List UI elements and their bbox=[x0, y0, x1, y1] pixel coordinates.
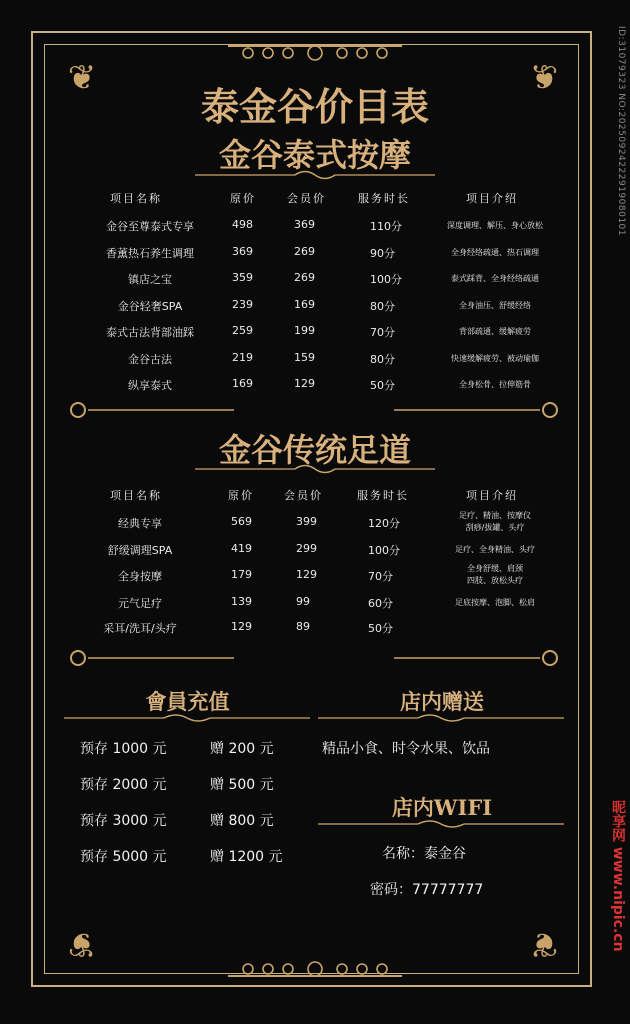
foot-price-cell: 419 bbox=[231, 542, 252, 555]
title-flourish-icon bbox=[195, 168, 435, 182]
massage-desc-cell: 全身松骨、拉伸筋骨 bbox=[459, 380, 531, 389]
foot-member-cell: 299 bbox=[296, 542, 317, 555]
massage-desc-cell: 深度调理、解压、身心放松 bbox=[447, 221, 543, 230]
foot-duration-cell: 70分 bbox=[368, 570, 393, 583]
massage-member-cell: 169 bbox=[294, 297, 315, 311]
section-underline-icon bbox=[318, 818, 564, 830]
foot-name-cell: 元气足疗 bbox=[118, 597, 162, 610]
massage-name-cell: 纵享泰式 bbox=[128, 379, 172, 392]
foot-desc-cell: 刮痧/拔罐、头疗 bbox=[465, 523, 525, 532]
col-header-name: 项目名称 bbox=[110, 489, 162, 502]
massage-price-cell: 239 bbox=[232, 297, 253, 311]
foot-price-cell: 139 bbox=[231, 595, 252, 608]
massage-price-cell: 498 bbox=[232, 218, 253, 231]
recharge-deposit: 预存 2000 元 bbox=[80, 777, 167, 793]
col-header-price: 原价 bbox=[228, 489, 254, 502]
wifi-title: 店内WIFI bbox=[391, 795, 493, 820]
massage-member-cell: 269 bbox=[294, 244, 315, 258]
massage-name-cell: 镇店之宝 bbox=[128, 273, 172, 286]
massage-price-cell: 169 bbox=[232, 377, 253, 390]
gift-title: 店内赠送 bbox=[400, 689, 484, 714]
col-header-duration: 服务时长 bbox=[357, 489, 409, 502]
recharge-gift: 赠 500 元 bbox=[210, 777, 274, 793]
foot-desc-cell: 四肢、放松头疗 bbox=[467, 576, 523, 585]
massage-member-cell: 369 bbox=[294, 218, 315, 231]
foot-duration-cell: 100分 bbox=[368, 544, 400, 557]
foot-duration-cell: 50分 bbox=[368, 622, 393, 635]
massage-price-cell: 369 bbox=[232, 244, 253, 258]
corner-ornament-icon: ❦ bbox=[529, 924, 559, 964]
massage-duration-cell: 90分 bbox=[370, 246, 395, 260]
col-header-price: 原价 bbox=[230, 192, 256, 205]
corner-ornament-icon: ❦ bbox=[67, 924, 97, 964]
section-underline-icon bbox=[318, 712, 564, 724]
massage-duration-cell: 80分 bbox=[370, 299, 395, 313]
section-foot-title: 金谷传统足道 bbox=[218, 431, 411, 469]
massage-duration-cell: 110分 bbox=[370, 220, 402, 233]
section-massage-title: 金谷泰式按摩 bbox=[218, 136, 411, 174]
corner-ornament-icon: ❦ bbox=[67, 58, 97, 98]
massage-desc-cell: 泰式踩背、全身经络疏通 bbox=[451, 274, 539, 283]
massage-name-cell: 泰式古法背部油踩 bbox=[106, 326, 194, 339]
massage-price-cell: 359 bbox=[232, 271, 253, 284]
massage-member-cell: 199 bbox=[294, 324, 315, 337]
divider-ornament-icon bbox=[64, 400, 564, 420]
foot-desc-cell: 足底按摩、泡脚、松肩 bbox=[455, 598, 535, 607]
foot-price-cell: 179 bbox=[231, 568, 252, 581]
foot-member-cell: 129 bbox=[296, 568, 317, 581]
bottom-crest-ornament-icon bbox=[228, 960, 402, 978]
foot-name-cell: 全身按摩 bbox=[118, 570, 162, 583]
foot-price-cell: 129 bbox=[231, 620, 252, 633]
massage-desc-cell: 快速缓解疲劳、被动瑜伽 bbox=[451, 353, 539, 363]
massage-member-cell: 269 bbox=[294, 271, 315, 284]
massage-name-cell: 金谷古法 bbox=[128, 352, 172, 366]
id-watermark: ID:31079323 NO:20250924222919080101 bbox=[616, 26, 626, 236]
foot-desc-cell: 足疗、全身精油、头疗 bbox=[455, 545, 535, 554]
recharge-deposit: 预存 1000 元 bbox=[80, 741, 167, 757]
massage-duration-cell: 50分 bbox=[370, 379, 395, 392]
foot-member-cell: 89 bbox=[296, 620, 310, 633]
massage-price-cell: 259 bbox=[232, 324, 253, 337]
divider-ornament-icon bbox=[64, 648, 564, 668]
col-header-duration: 服务时长 bbox=[358, 192, 410, 205]
massage-duration-cell: 100分 bbox=[370, 273, 402, 286]
corner-ornament-icon: ❦ bbox=[529, 58, 559, 98]
massage-member-cell: 159 bbox=[294, 350, 315, 364]
page-title: 泰金谷价目表 bbox=[200, 84, 429, 129]
col-header-name: 项目名称 bbox=[110, 192, 162, 205]
col-header-desc: 项目介绍 bbox=[466, 192, 518, 205]
section-underline-icon bbox=[64, 712, 310, 724]
wifi-password: 密码：77777777 bbox=[370, 882, 484, 898]
massage-name-cell: 香薰热石养生调理 bbox=[106, 246, 194, 260]
massage-desc-cell: 全身经络疏通、热石调理 bbox=[451, 247, 539, 257]
foot-name-cell: 舒缓调理SPA bbox=[107, 544, 173, 557]
col-header-desc: 项目介绍 bbox=[466, 489, 518, 502]
inner-frame bbox=[44, 44, 579, 974]
foot-duration-cell: 60分 bbox=[368, 597, 393, 610]
recharge-deposit: 预存 3000 元 bbox=[80, 813, 167, 829]
top-crest-ornament-icon bbox=[228, 44, 402, 62]
massage-duration-cell: 70分 bbox=[370, 326, 395, 339]
foot-member-cell: 399 bbox=[296, 515, 317, 528]
foot-desc-cell: 足疗、精油、按摩仪 bbox=[459, 511, 531, 520]
gift-text: 精品小食、时令水果、饮品 bbox=[322, 741, 490, 757]
massage-desc-cell: 背部疏通、缓解疲劳 bbox=[459, 327, 531, 336]
nipic-watermark: 昵享网 www.nipic.cn bbox=[610, 800, 626, 952]
foot-name-cell: 经典专享 bbox=[118, 517, 162, 530]
recharge-gift: 赠 1200 元 bbox=[210, 849, 283, 865]
recharge-title: 會員充值 bbox=[145, 689, 230, 714]
massage-name-cell: 金谷轻奢SPA bbox=[117, 299, 183, 313]
title-flourish-icon bbox=[195, 462, 435, 476]
recharge-gift: 赠 800 元 bbox=[210, 813, 274, 829]
recharge-deposit: 预存 5000 元 bbox=[80, 849, 167, 865]
foot-name-cell: 采耳/洗耳/头疗 bbox=[103, 622, 177, 635]
massage-desc-cell: 全身油压、舒缓经络 bbox=[459, 300, 531, 310]
massage-name-cell: 金谷至尊泰式专享 bbox=[106, 220, 194, 233]
wifi-name: 名称：泰金谷 bbox=[382, 846, 466, 862]
foot-desc-cell: 全身舒缓、肩颈 bbox=[467, 564, 523, 573]
col-header-member: 会员价 bbox=[284, 489, 323, 502]
foot-price-cell: 569 bbox=[231, 515, 252, 528]
foot-duration-cell: 120分 bbox=[368, 517, 400, 530]
massage-member-cell: 129 bbox=[294, 377, 315, 390]
col-header-member: 会员价 bbox=[287, 192, 326, 205]
foot-member-cell: 99 bbox=[296, 595, 310, 608]
recharge-gift: 赠 200 元 bbox=[210, 741, 274, 757]
massage-duration-cell: 80分 bbox=[370, 352, 395, 366]
massage-price-cell: 219 bbox=[232, 350, 253, 364]
